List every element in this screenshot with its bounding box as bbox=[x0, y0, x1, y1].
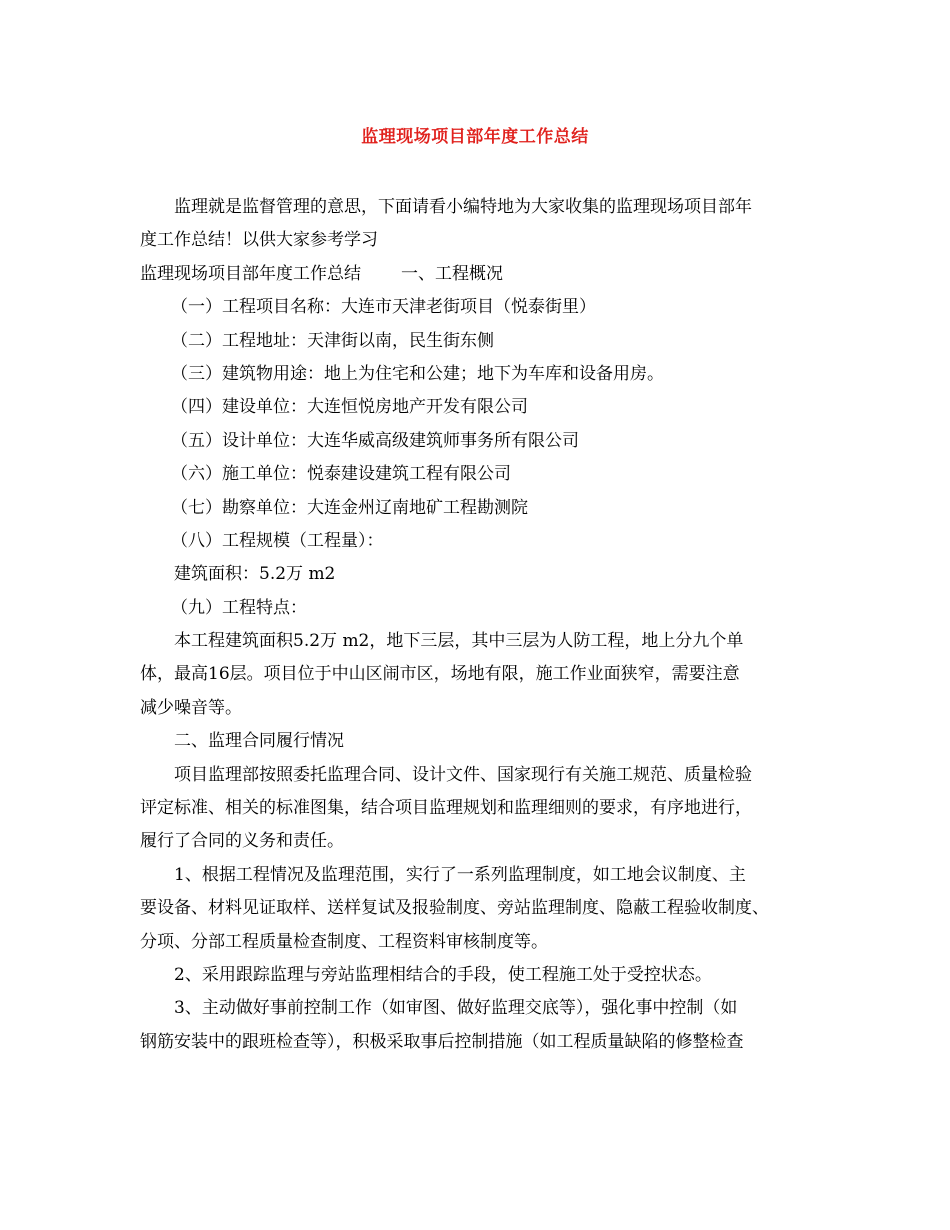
list-item: （四）建设单位：大连恒悦房地产开发有限公司 bbox=[171, 397, 528, 418]
paragraph-line: 分项、分部工程质量检查制度、工程资料审核制度等。 bbox=[140, 931, 548, 952]
section-title: 监理现场项目部年度工作总结 bbox=[140, 263, 361, 284]
paragraph-line: 体，最高16层。项目位于中山区闹市区，场地有限，施工作业面狭窄，需要注意 bbox=[140, 664, 740, 685]
paragraph-line: 项目监理部按照委托监理合同、设计文件、国家现行有关施工规范、质量检验 bbox=[174, 764, 752, 785]
list-item: （三）建筑物用途：地上为住宅和公建；地下为车库和设备用房。 bbox=[171, 363, 664, 384]
section-heading: 二、监理合同履行情况 bbox=[174, 731, 344, 752]
paragraph-line: 监理就是监督管理的意思，下面请看小编特地为大家收集的监理现场项目部年 bbox=[174, 197, 752, 217]
paragraph-line: 1、根据工程情况及监理范围，实行了一系列监理制度，如工地会议制度、主 bbox=[174, 864, 746, 885]
paragraph-line: 建筑面积：5.2万 m2 bbox=[174, 564, 336, 585]
list-item: （二）工程地址：天津街以南，民生街东侧 bbox=[171, 330, 494, 351]
section-heading-line bbox=[140, 258, 830, 291]
paragraph-line: 度工作总结！以供大家参考学习 bbox=[140, 230, 378, 251]
paragraph-line: 2、采用跟踪监理与旁站监理相结合的手段，使工程施工处于受控状态。 bbox=[174, 964, 712, 985]
list-item: （七）勘察单位：大连金州辽南地矿工程勘测院 bbox=[171, 497, 528, 518]
paragraph-line: 钢筋安装中的跟班检查等），积极采取事后控制措施（如工程质量缺陷的修整检查 bbox=[140, 1031, 744, 1052]
document-title: 监理现场项目部年度工作总结 bbox=[361, 127, 589, 147]
list-item: （八）工程规模（工程量）： bbox=[171, 530, 384, 551]
paragraph-line: 评定标准、相关的标准图集，结合项目监理规划和监理细则的要求，有序地进行， bbox=[140, 798, 752, 819]
list-item: （一）工程项目名称：大连市天津老街项目（悦泰街里） bbox=[171, 297, 596, 318]
list-item: （六）施工单位：悦泰建设建筑工程有限公司 bbox=[171, 464, 511, 485]
paragraph-line: 减少噪音等。 bbox=[140, 697, 242, 718]
paragraph-line: 3、主动做好事前控制工作（如审图、做好监理交底等），强化事中控制（如 bbox=[174, 998, 738, 1019]
paragraph-line: 本工程建筑面积5.2万 m2，地下三层，其中三层为人防工程，地上分九个单 bbox=[174, 631, 744, 652]
list-item: （九）工程特点： bbox=[171, 597, 307, 618]
document-body bbox=[140, 191, 830, 1059]
paragraph-line: 要设备、材料见证取样、送样复试及报验制度、旁站监理制度、隐蔽工程验收制度、 bbox=[140, 898, 769, 919]
section-heading: 一、工程概况 bbox=[401, 263, 503, 284]
paragraph-line: 履行了合同的义务和责任。 bbox=[140, 831, 344, 852]
list-item: （五）设计单位：大连华威高级建筑师事务所有限公司 bbox=[171, 430, 579, 451]
